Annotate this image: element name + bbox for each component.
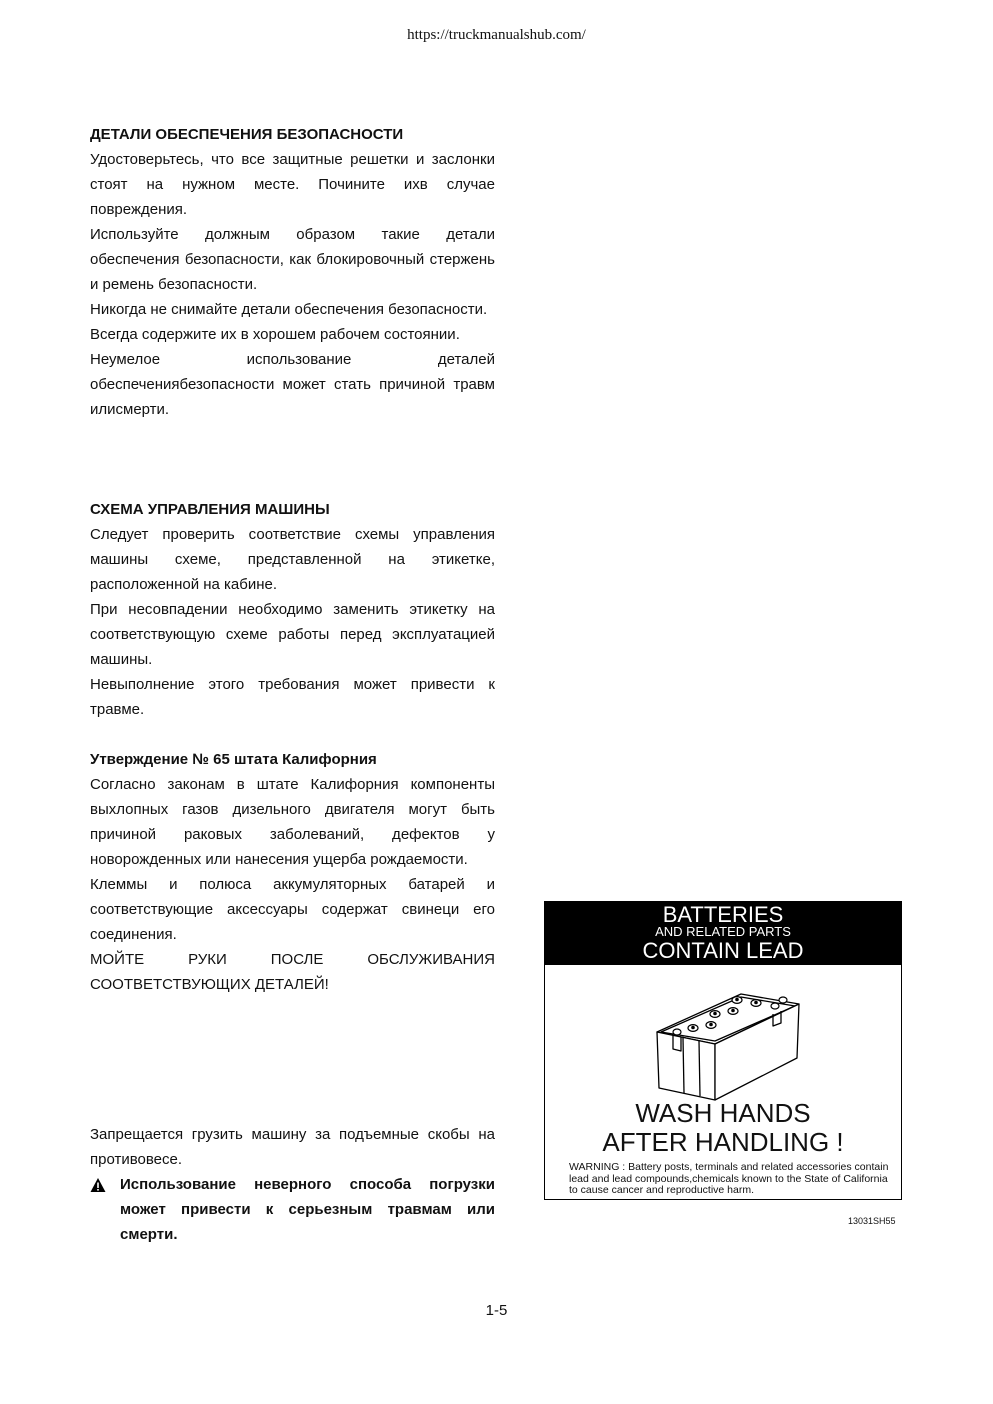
label-line2: AND RELATED PARTS <box>655 924 791 939</box>
section-title: ДЕТАЛИ ОБЕСПЕЧЕНИЯ БЕЗОПАСНОСТИ <box>90 126 404 143</box>
paragraph: Клеммы и полюса аккумуляторных батарей и соответствующие аксессуары содержат свинеци его соединения. <box>90 876 495 943</box>
paragraph: Удостоверьтесь, что все защитные решетки и заслонки стоят на нужном месте. Почините ихв случае повреждения. <box>90 151 495 218</box>
paragraph: Никогда не снимайте детали обеспечения безопасности. <box>90 301 488 318</box>
label-line3: CONTAIN LEAD <box>642 938 804 963</box>
section-title: Утверждение № 65 штата Калифорния <box>90 751 377 768</box>
battery-icon <box>653 972 803 1102</box>
warning-text: Использование неверного способа погрузки может привести к серьезным травмам или смерти. <box>120 1176 495 1243</box>
paragraph: При несовпадении необходимо заменить этикетку на соответствующую схеме работы перед эксплуатацией машины. <box>90 601 495 668</box>
section-california-65 <box>90 747 495 997</box>
section-safety-parts <box>90 122 495 422</box>
figure-code: 13031SH55 <box>848 1216 896 1226</box>
paragraph: Невыполнение этого требования может привести к травме. <box>90 676 495 718</box>
wash-line2: AFTER HANDLING ! <box>602 1127 844 1157</box>
label-header <box>545 902 901 965</box>
wash-line1: WASH HANDS <box>635 1098 811 1128</box>
paragraph: Используйте должным образом такие детали обеспечения безопасности, как блокировочный стержень и ремень безопасности. <box>90 226 495 293</box>
paragraph: Следует проверить соответствие схемы управления машины схеме, представленной на этикетке, расположенной на кабине. <box>90 526 495 593</box>
page-number: 1-5 <box>485 1302 508 1319</box>
section-title: СХЕМА УПРАВЛЕНИЯ МАШИНЫ <box>90 501 330 518</box>
paragraph: Запрещается грузить машину за подъемные скобы на противовесе. <box>90 1126 495 1168</box>
paragraph: Согласно законам в штате Калифорния компоненты выхлопных газов дизельного двигателя могут быть причиной раковых заболеваний, дефектов у новорожденных или нанесения ущерба рождаемости. <box>90 776 495 868</box>
section-control-pattern <box>90 497 495 722</box>
label-line1: BATTERIES <box>662 902 784 927</box>
paragraph: Неумелое использование деталей обеспечениябезопасности может стать причиной травм илисмерти. <box>90 351 495 418</box>
source-url[interactable]: https://truckmanualshub.com/ <box>407 27 586 43</box>
paragraph: МОЙТЕ РУКИ ПОСЛЕ ОБСЛУЖИВАНИЯ СООТВЕТСТВУЮЩИХ ДЕТАЛЕЙ! <box>90 951 495 993</box>
loading-warning <box>90 1172 495 1247</box>
label-warning-text: WARNING : Battery posts, terminals and related accessories contain lead and lead compounds,chemicals known to the State of California to cause cancer and reproductive harm. <box>569 1161 889 1196</box>
loading-note <box>90 1122 495 1172</box>
battery-lead-label <box>544 901 902 1200</box>
paragraph: Всегда содержите их в хорошем рабочем состоянии. <box>90 326 460 343</box>
